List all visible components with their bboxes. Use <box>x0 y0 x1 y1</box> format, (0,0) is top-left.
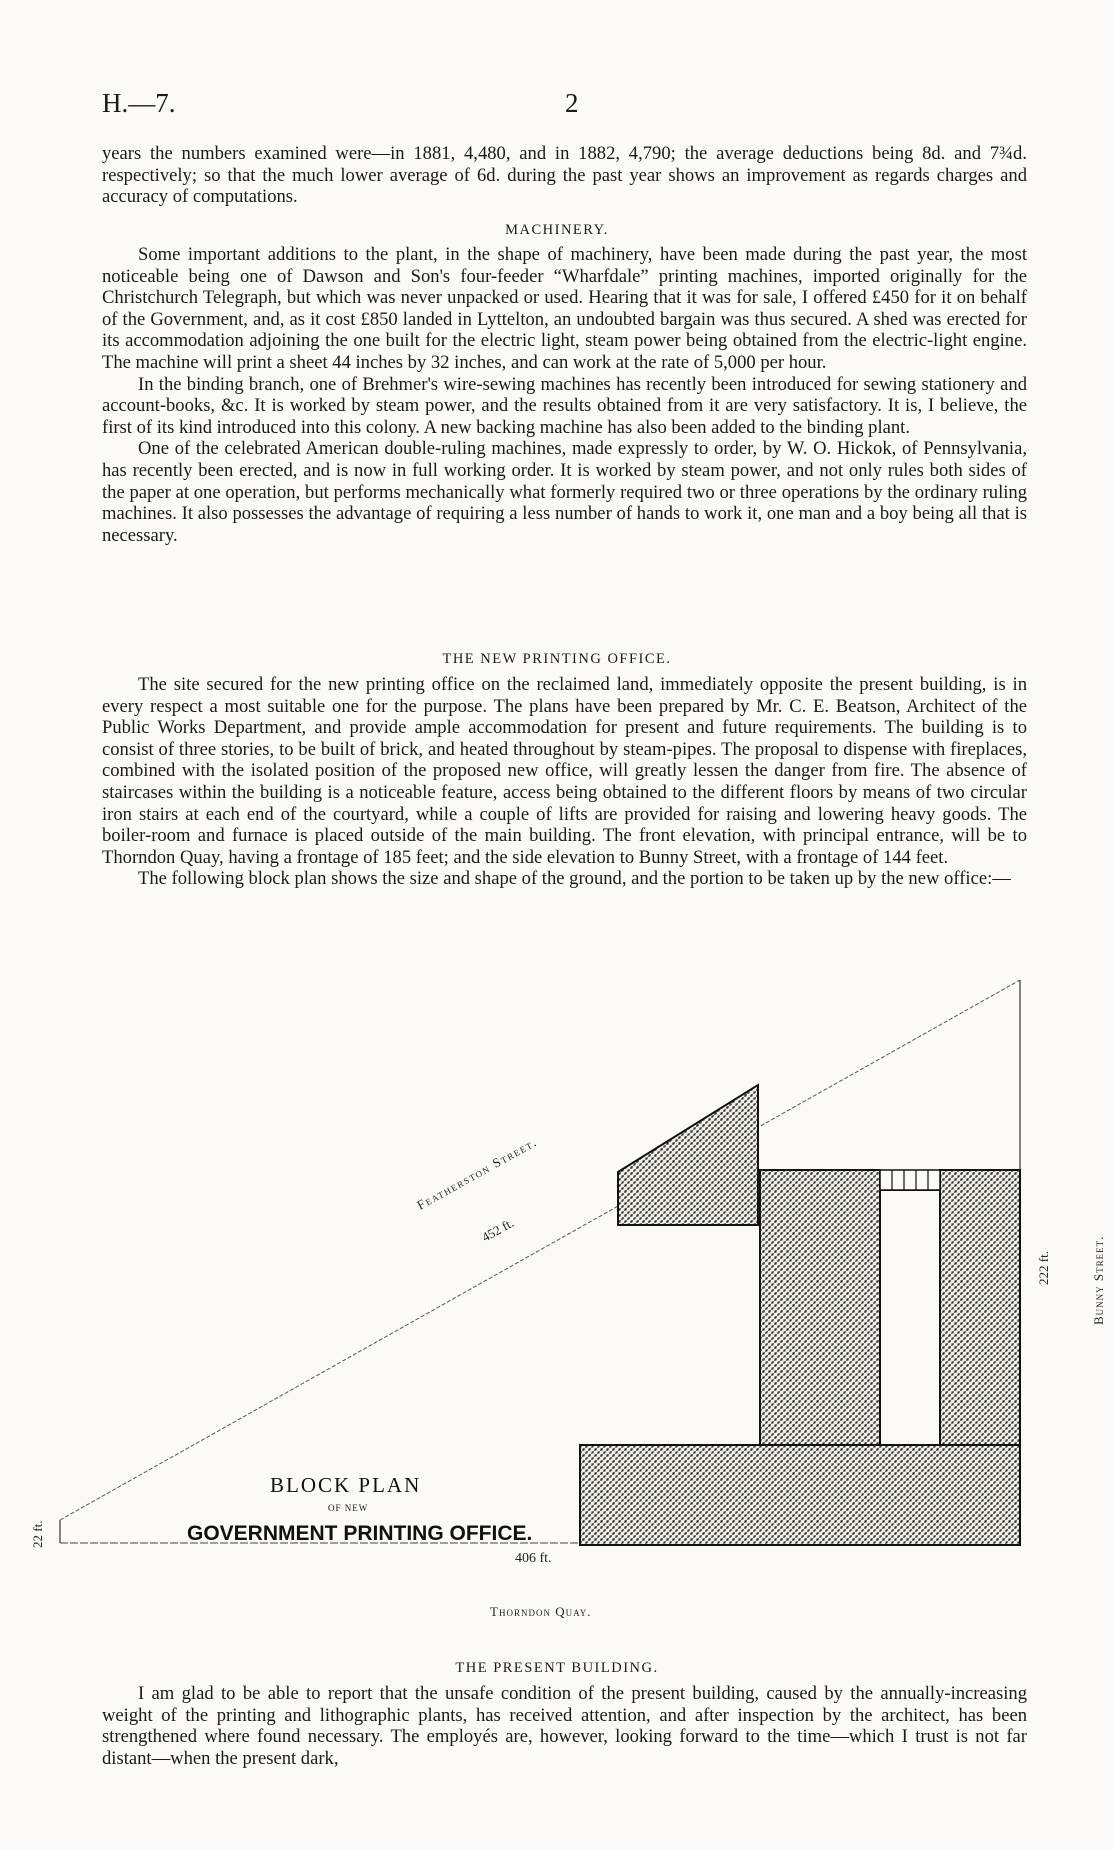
bunny-street-label: Bunny Street. <box>1091 1235 1106 1325</box>
machinery-paragraph-1: Some important additions to the plant, in the shape of machinery, have been made during the past year, the most noticeable being one of Dawson and Son's four-feeder “Wharfdale” printing machines, imported originally for the Christchurch Telegraph, but which was never unpacked or used. Hearing that it was for sale, I offered £450 for it on behalf of the Government, and, as it cost £850 landed in Lyttelton, an undoubted bargain was thus secured. A shed was erected for its accommodation adjoining the one built for the electric light, steam power being obtained from the electric-light engine. The machine will print a sheet 44 inches by 32 inches, and can work at the rate of 5,000 per hour. <box>102 244 1027 373</box>
building-top-wing <box>618 1085 758 1225</box>
plan-title: BLOCK PLAN <box>270 1473 422 1497</box>
new-office-paragraph-1: The site secured for the new printing office on the reclaimed land, immediately opposite the present building, is in every respect a most suitable one for the purpose. The plans have been prepared by Mr. C. E. Beatson, Architect of the Public Works Department, and provide ample accommodation for present and future requirements. The building is to consist of three stories, to be built of brick, and heated throughout by steam-pipes. The proposal to dispense with fireplaces, combined with the isolated position of the proposed new office, will greatly lessen the danger from fire. The absence of staircases within the building is a noticeable feature, access being obtained to the different floors by means of two circular iron stairs at each end of the courtyard, while a couple of lifts are provided for raising and lowering heavy goods. The boiler-room and furnace is placed outside of the main building. The front elevation, with principal entrance, will be to Thorndon Quay, having a frontage of 185 feet; and the side elevation to Bunny Street, with a frontage of 144 feet. <box>102 674 1027 868</box>
machinery-heading: MACHINERY. <box>505 222 609 238</box>
bunny-length-label: 222 ft. <box>1036 1251 1051 1285</box>
machinery-paragraph-2: In the binding branch, one of Brehmer's wire-sewing machines has recently been introduced for sewing stationery and account-books, &c. It is worked by steam power, and the results obtained from it are very satisfactory. It is, I believe, the first of its kind introduced into this colony. A new backing machine has also been added to the binding plant. <box>102 373 1027 438</box>
page-number: 2 <box>565 88 579 118</box>
plan-name: GOVERNMENT PRINTING OFFICE. <box>187 1522 533 1545</box>
present-paragraph-1: I am glad to be able to report that the unsafe condition of the present building, caused by the annually-increasing weight of the printing and lithographic plants, has received attention, and after inspection by the architect, has been strengthened where found necessary. The employés are, however, looking forward to the time—which I trust is not far distant—when the present dark, <box>102 1683 1027 1769</box>
machinery-section <box>102 244 1027 546</box>
present-section <box>102 1683 1027 1769</box>
building-center-block <box>760 1170 880 1445</box>
new-office-paragraph-2: The following block plan shows the size and shape of the ground, and the portion to be taken up by the new office:— <box>138 868 1011 890</box>
machinery-paragraph-3: One of the celebrated American double-ruling machines, made expressly to order, by W. O. Hickok, of Pennsylvania, has recently been erected, and is now in full working order. It is worked by steam power, and not only rules both sides of the paper at one operation, but performs mechanically what formerly required two or three operations by the ordinary ruling machines. It also possesses the advantage of requiring a less number of hands to work it, one man and a boy being all that is necessary. <box>102 438 1027 546</box>
new-office-heading: THE NEW PRINTING OFFICE. <box>442 651 672 667</box>
left-length-label: 22 ft. <box>30 1520 45 1548</box>
courtyard-stair-strip <box>880 1170 940 1190</box>
building-bottom-block <box>580 1445 1020 1545</box>
featherston-length-label: 452 ft. <box>479 1215 517 1245</box>
thorndon-quay-label: Thorndon Quay. <box>490 1604 592 1619</box>
featherston-street-label: Featherston Street. <box>414 1133 540 1213</box>
intro-paragraph: years the numbers examined were—in 1881, 4,480, and in 1882, 4,790; the average deductions being 8d. and 7¾d. respectively; so that the much lower average of 6d. during the past year shows an improvement as regards charges and accuracy of computations. <box>102 143 1027 208</box>
page-reference: H.—7. <box>102 88 176 118</box>
block-plan <box>0 980 1114 1620</box>
present-heading: THE PRESENT BUILDING. <box>455 1660 659 1676</box>
plan-subtitle: OF NEW <box>328 1503 369 1513</box>
courtyard <box>880 1190 940 1445</box>
bottom-length-label: 406 ft. <box>515 1551 552 1566</box>
new-office-section <box>102 674 1027 890</box>
